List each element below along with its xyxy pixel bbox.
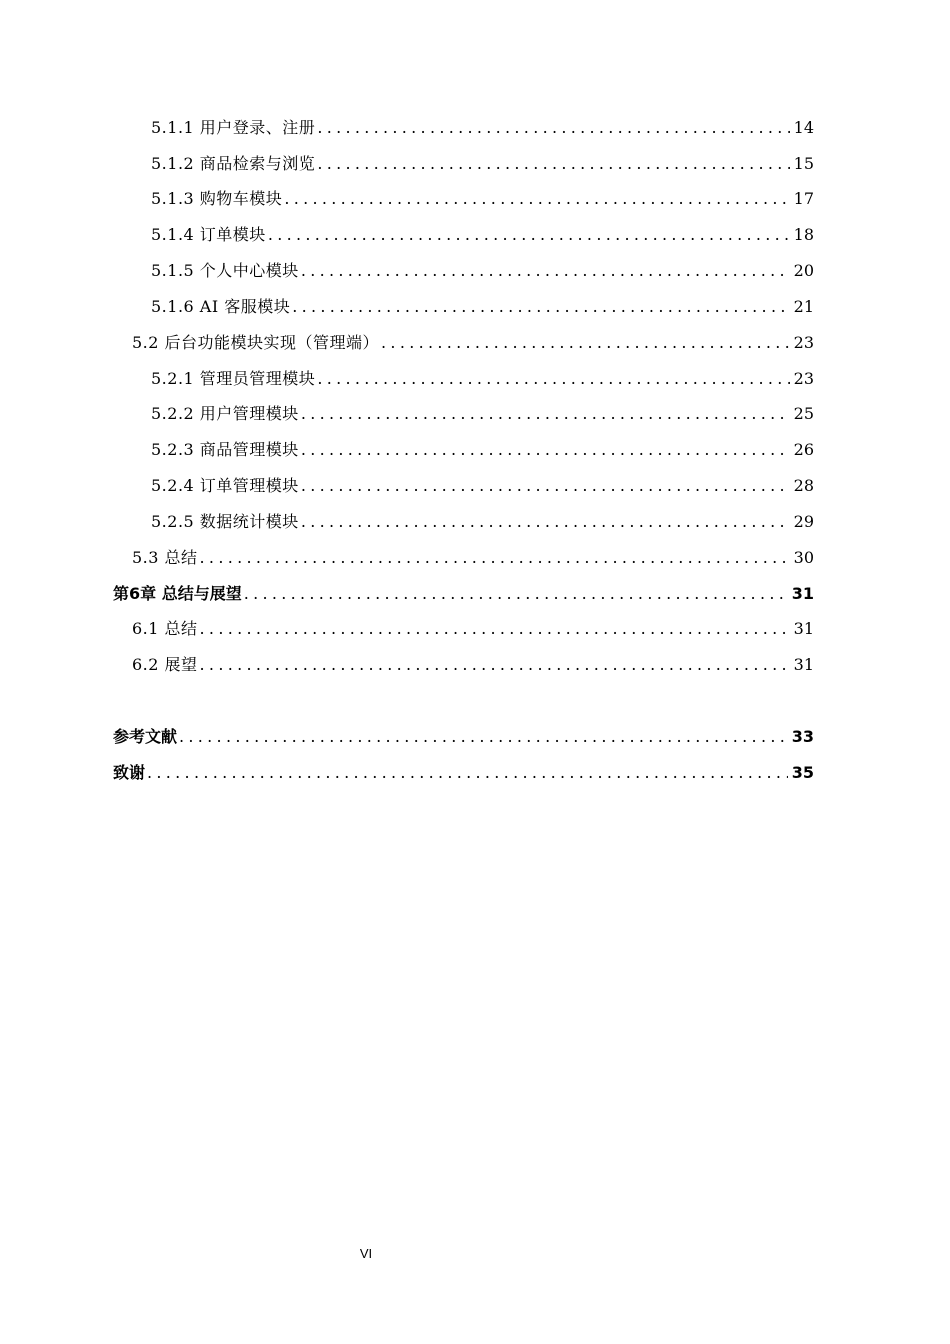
toc-entry-page: 29 [793, 512, 814, 531]
toc-entry-title: 5.2.3 商品管理模块 [151, 440, 299, 459]
toc-entry-title: 5.2.5 数据统计模块 [151, 512, 299, 531]
toc-dot-leader [381, 333, 790, 352]
toc-dot-leader [301, 476, 790, 495]
toc-entry-page: 17 [793, 189, 814, 208]
toc-entry-page: 23 [793, 333, 814, 352]
toc-dot-leader [317, 118, 789, 137]
toc-entry-title: 致谢 [113, 763, 146, 782]
toc-dot-leader [301, 404, 790, 423]
toc-entry[interactable] [151, 222, 814, 250]
toc-chapter-entry[interactable] [113, 581, 814, 609]
toc-dot-leader [284, 189, 789, 208]
toc-dot-leader [200, 655, 790, 674]
toc-dot-leader [317, 154, 789, 173]
toc-entry[interactable] [151, 473, 814, 501]
toc-entry-page: 28 [793, 476, 814, 495]
toc-chapter-entry[interactable] [113, 760, 814, 788]
toc-entry[interactable] [151, 294, 814, 322]
toc-entry-page: 31 [793, 655, 814, 674]
toc-entry[interactable] [151, 366, 814, 394]
toc-entry-page: 35 [791, 763, 814, 782]
toc-entry-title: 5.2.4 订单管理模块 [151, 476, 299, 495]
toc-entry-page: 20 [793, 261, 814, 280]
toc-entry-title: 6.1 总结 [132, 619, 198, 638]
toc-entry-page: 33 [791, 727, 814, 746]
toc-entry[interactable] [132, 330, 814, 358]
page-number: VI [359, 1246, 373, 1261]
toc-entry-title: 5.2 后台功能模块实现（管理端） [132, 333, 380, 352]
toc-entry-page: 25 [793, 404, 814, 423]
toc-dot-leader [301, 261, 790, 280]
toc-entry-title: 5.2.2 用户管理模块 [151, 404, 299, 423]
toc-dot-leader [268, 225, 790, 244]
toc-entry-title: 5.1.6 AI 客服模块 [151, 297, 291, 316]
toc-entry-page: 18 [793, 225, 814, 244]
toc-entry-title: 5.1.4 订单模块 [151, 225, 266, 244]
toc-entry-page: 21 [793, 297, 814, 316]
toc-entry-title: 5.3 总结 [132, 548, 198, 567]
toc-entry-title: 5.1.2 商品检索与浏览 [151, 154, 316, 173]
toc-dot-leader [200, 548, 790, 567]
toc-entry-title: 6.2 展望 [132, 655, 198, 674]
toc-entry-title: 5.1.5 个人中心模块 [151, 261, 299, 280]
toc-entry[interactable] [151, 186, 814, 214]
toc-entry-page: 15 [793, 154, 814, 173]
toc-entry[interactable] [151, 509, 814, 537]
toc-dot-leader [292, 297, 789, 316]
toc-entry[interactable] [132, 545, 814, 573]
toc-entry[interactable] [151, 115, 814, 143]
toc-entry-page: 14 [793, 118, 814, 137]
toc-entry-title: 参考文献 [113, 727, 178, 746]
toc-entry-title: 第6章 总结与展望 [113, 584, 242, 603]
toc-dot-leader [147, 763, 788, 782]
toc-entry-title: 5.2.1 管理员管理模块 [151, 369, 316, 388]
toc-dot-leader [301, 440, 790, 459]
toc-entry-title: 5.1.1 用户登录、注册 [151, 118, 316, 137]
toc-dot-leader [200, 619, 790, 638]
toc-entry[interactable] [132, 616, 814, 644]
toc-entry-page: 31 [791, 584, 814, 603]
toc-entry-page: 26 [793, 440, 814, 459]
toc-entry-title: 5.1.3 购物车模块 [151, 189, 283, 208]
toc-dot-leader [317, 369, 789, 388]
toc-chapter-entry[interactable] [113, 724, 814, 752]
toc-dot-leader [301, 512, 790, 531]
toc-dot-leader [179, 727, 788, 746]
toc-entry-page: 30 [793, 548, 814, 567]
toc-entry[interactable] [132, 652, 814, 680]
toc-entry[interactable] [151, 401, 814, 429]
toc-dot-leader [244, 584, 788, 603]
toc-entry[interactable] [151, 258, 814, 286]
toc-entry[interactable] [151, 437, 814, 465]
toc-entry-page: 23 [793, 369, 814, 388]
toc-entry[interactable] [151, 151, 814, 179]
toc-entry-page: 31 [793, 619, 814, 638]
